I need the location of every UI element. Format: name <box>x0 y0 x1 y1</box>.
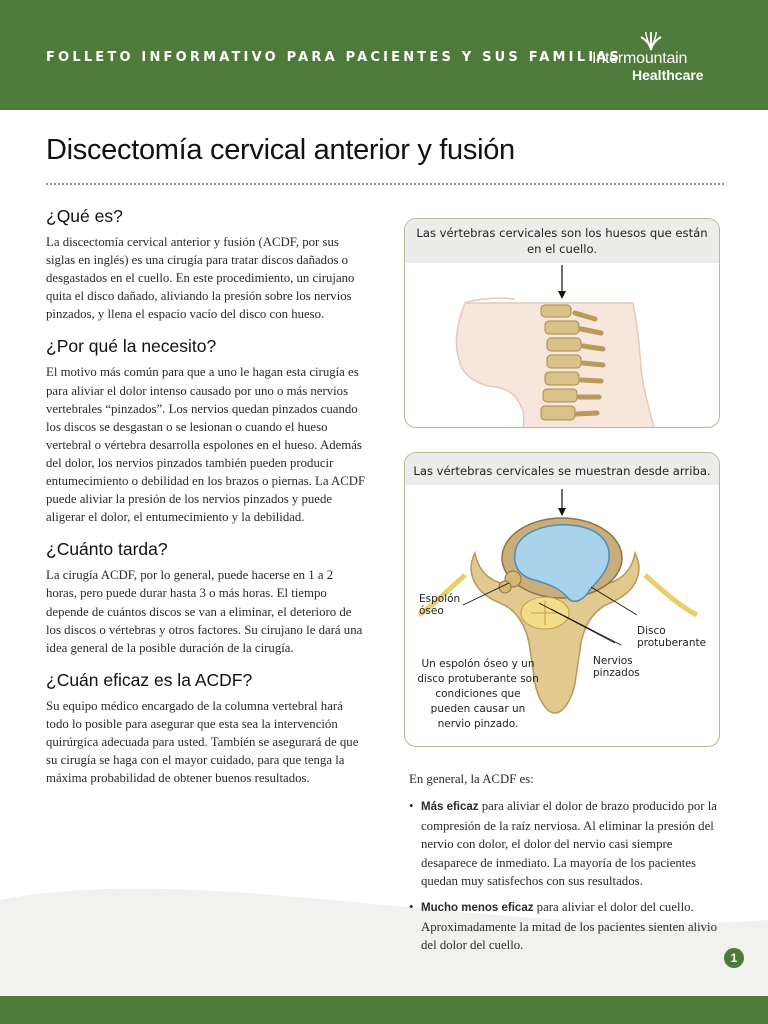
list-item-lead: Mucho menos eficaz <box>421 902 534 915</box>
figure-neck-panel <box>404 218 720 428</box>
figure-neck-caption: Las vértebras cervicales son los huesos que están en el cuello. <box>405 219 719 263</box>
brand-logo[interactable] <box>592 30 732 90</box>
section-heading-eficacia: ¿Cuán eficaz es la ACDF? <box>46 669 253 690</box>
figure-vertebra-caption: Las vértebras cervicales se muestran desde arriba. <box>405 453 719 485</box>
list-item-text: para aliviar el dolor del cuello. Aproximadamente la mitad de los pacientes sienten alivio del dolor del cuello. <box>421 900 718 953</box>
page-title: Discectomía cervical anterior y fusión <box>46 134 515 166</box>
section-heading-por-que: ¿Por qué la necesito? <box>46 336 217 357</box>
footer-bar <box>0 996 768 1024</box>
list-item <box>409 797 729 890</box>
label-pinched-nerves: Nervios pinzados <box>593 655 640 679</box>
leaf-logo-icon <box>638 30 664 52</box>
label-bulging-disc: Disco protuberante <box>637 625 707 649</box>
section-body-por-que: El motivo más común para que a uno le hagan esta cirugía es para aliviar el dolor intenso causado por uno o más nervios vertebrales “pinzados”. Los nervios quedan pinzados cuando los discos se desgastan o se lesionan o cuando el hueso vertebral o vértebra desarrolla espolones en el hueso. Además del dolor, los nervios pinzados también pueden producir entumecimiento o debilidad en los brazos o piernas. La ACDF puede aliviar la presión de los nervios pinzados y puede aligerar el dolor, el entumecimiento y la debilidad. <box>46 365 366 525</box>
label-bone-spur: Espolón óseo <box>419 593 461 617</box>
logo-name: Intermountain <box>592 50 688 67</box>
dotted-divider <box>46 183 724 185</box>
list-item-text: para aliviar el dolor de brazo producido por la compresión de la raíz nerviosa. Al eliminar la presión del nervio con dolor, el dolor del nervio casi siempre desaparece de inmediato. La mayoría de los pacientes quedan muy satisfechos con sus resultados. <box>421 799 717 889</box>
results-column <box>409 770 729 963</box>
results-list <box>409 797 729 954</box>
section-body-que-es: La discectomía cervical anterior y fusión (ACDF, por sus siglas en inglés) es una cirugía para tratar discos dañados o desgastados en el cuello. En este procedimiento, un cirujano quita el disco dañado, aliviando la presión sobre los nervios pinzados, y llena el espacio vacío del disco con hueso. <box>46 235 355 322</box>
section-body-cuanto-tarda: La cirugía ACDF, por lo general, puede hacerse en 1 a 2 horas, pero puede durar hasta 3 o más horas. El tiempo depende de cuántos discos se van a eliminar, el deterioro de los discos o vértebras y otros factores. Su cirujano le dará una idea general de la posible duración de la cirugía. <box>46 568 363 655</box>
neck-spine-illustration <box>405 263 719 428</box>
header-banner <box>0 0 768 110</box>
section-heading-cuanto-tarda: ¿Cuánto tarda? <box>46 539 168 560</box>
left-column <box>46 206 366 800</box>
page-number-badge: 1 <box>724 948 744 968</box>
banner-text: FOLLETO INFORMATIVO PARA PACIENTES Y SUS FAMILIAS <box>46 50 623 65</box>
list-item-lead: Más eficaz <box>421 801 479 814</box>
results-intro: En general, la ACDF es: <box>409 772 534 786</box>
figure-vertebra-panel <box>404 452 720 747</box>
list-item <box>409 898 729 954</box>
section-heading-que-es: ¿Qué es? <box>46 206 123 226</box>
logo-subtitle: Healthcare <box>632 67 704 83</box>
figure-note: Un espolón óseo y un disco protuberante son condiciones que pueden causar un nervio pinzado. <box>417 658 539 730</box>
section-body-eficacia: Su equipo médico encargado de la columna vertebral hará todo lo posible para asegurar que esta sea la intervención quirúrgica adecuada para usted. También se asegurará de que su cirugía se haga con el mayor cuidado, para que tenga la máxima probabilidad de obtener buenos resultados. <box>46 698 359 786</box>
